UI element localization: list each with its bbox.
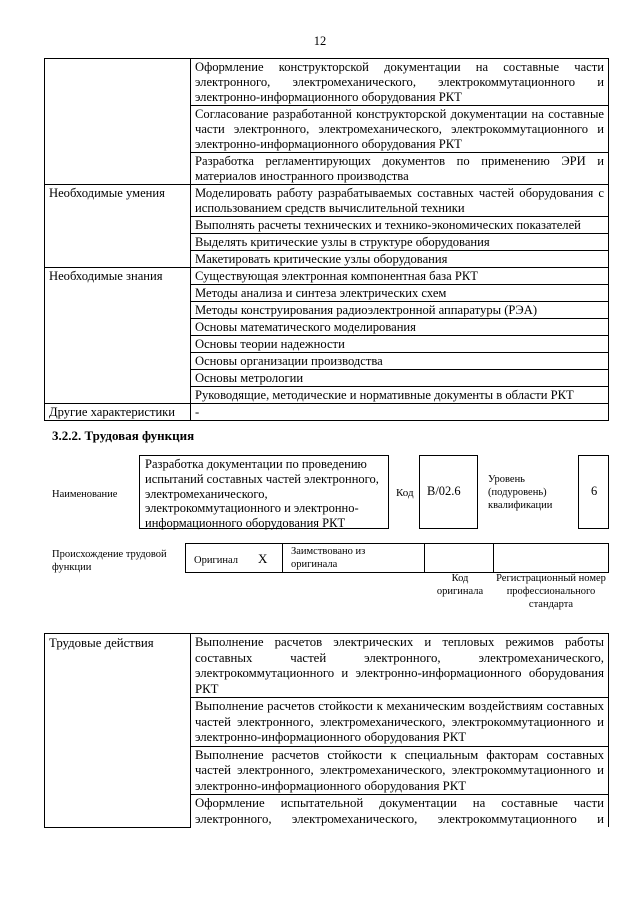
borrowed-cell [283,544,425,572]
table-row [45,268,609,285]
table-row [45,59,609,106]
list-item: Макетировать критические узлы оборудования [191,251,609,268]
name-label: Наименование [52,489,118,500]
level-label: Уровень (подуровень) квалификации [488,474,553,511]
reg-number-cell [494,544,608,572]
list-item: Основы организации производства [191,353,609,370]
list-item: Методы конструирования радиоэлектронной аппаратуры (РЭА) [191,302,609,319]
row-label-skills: Необходимые умения [45,185,191,268]
borrowed-label: Заимствовано из оригинала [291,546,366,570]
table-row [45,185,609,217]
code-original-cell [425,544,494,572]
original-label: Оригинал [194,555,238,566]
list-item: Руководящие, методические и нормативные документы в области РКТ [191,387,609,404]
code-original-caption: Код оригинала [436,573,484,597]
list-item: Оформление конструкторской документации на составные части электронного, электромеханического, электрокоммутационного и электронно-информационного оборудования РКТ [191,59,609,106]
table-row [45,634,609,698]
code-value-box: B/02.6 [419,455,478,529]
table-row [45,404,609,421]
skills-table [44,58,609,421]
list-item: Основы математического моделирования [191,319,609,336]
list-item: Основы теории надежности [191,336,609,353]
list-item: Выполнение расчетов стойкости к специальным факторам составных частей электронного, электромеханического, электрокоммутационного и электронно-информационного оборудования РКТ [191,746,609,795]
list-item: Выполнение расчетов электрических и тепловых режимов работы составных частей электронного, электромеханического, электрокоммутационного и электронно-информационного оборудования РКТ [191,634,609,698]
level-value-box: 6 [578,455,609,529]
list-item: Выполнять расчеты технических и технико-экономических показателей [191,217,609,234]
reg-number-caption: Регистрационный номер профессионального стандарта [496,573,606,610]
row-label-actions: Трудовые действия [45,634,191,828]
list-item: Разработка регламентирующих документов по применению ЭРИ и материалов иностранного производства [191,153,609,185]
list-item: Основы метрологии [191,370,609,387]
list-item: Выполнение расчетов стойкости к механическим воздействиям составных частей электронного, электромеханического, электрокоммутационного и электронно-информационного оборудования РКТ [191,698,609,747]
function-name-box: Разработка документации по проведению испытаний составных частей электронного, электромеханического, электрокоммутационного и электронно-информационного оборудования РКТ [139,455,389,529]
section-title: 3.2.2. Трудовая функция [52,428,195,443]
code-label: Код [396,487,414,499]
list-item: Выделять критические узлы в структуре оборудования [191,234,609,251]
original-cell [186,544,283,572]
labor-actions-table [44,633,609,828]
row-label-knowledge: Необходимые знания [45,268,191,404]
original-mark: X [258,551,268,566]
origin-row [185,543,609,573]
list-item: Методы анализа и синтеза электрических схем [191,285,609,302]
list-item: Существующая электронная компонентная база РКТ [191,268,609,285]
list-item: Моделировать работу разрабатываемых составных частей оборудования с использованием средств вычислительной техники [191,185,609,217]
row-label [45,59,191,185]
row-label-other: Другие характеристики [45,404,191,421]
list-item: Оформление испытательной документации на составные части электронного, электромеханического, электрокоммутационного и [191,795,609,828]
list-item: - [191,404,609,421]
list-item: Согласование разработанной конструкторской документации на составные части электронного, электромеханического, электрокоммутационного и электронно-информационного оборудования РКТ [191,106,609,153]
page-number: 12 [313,34,327,48]
origin-label: Происхождение трудовой функции [52,549,167,573]
